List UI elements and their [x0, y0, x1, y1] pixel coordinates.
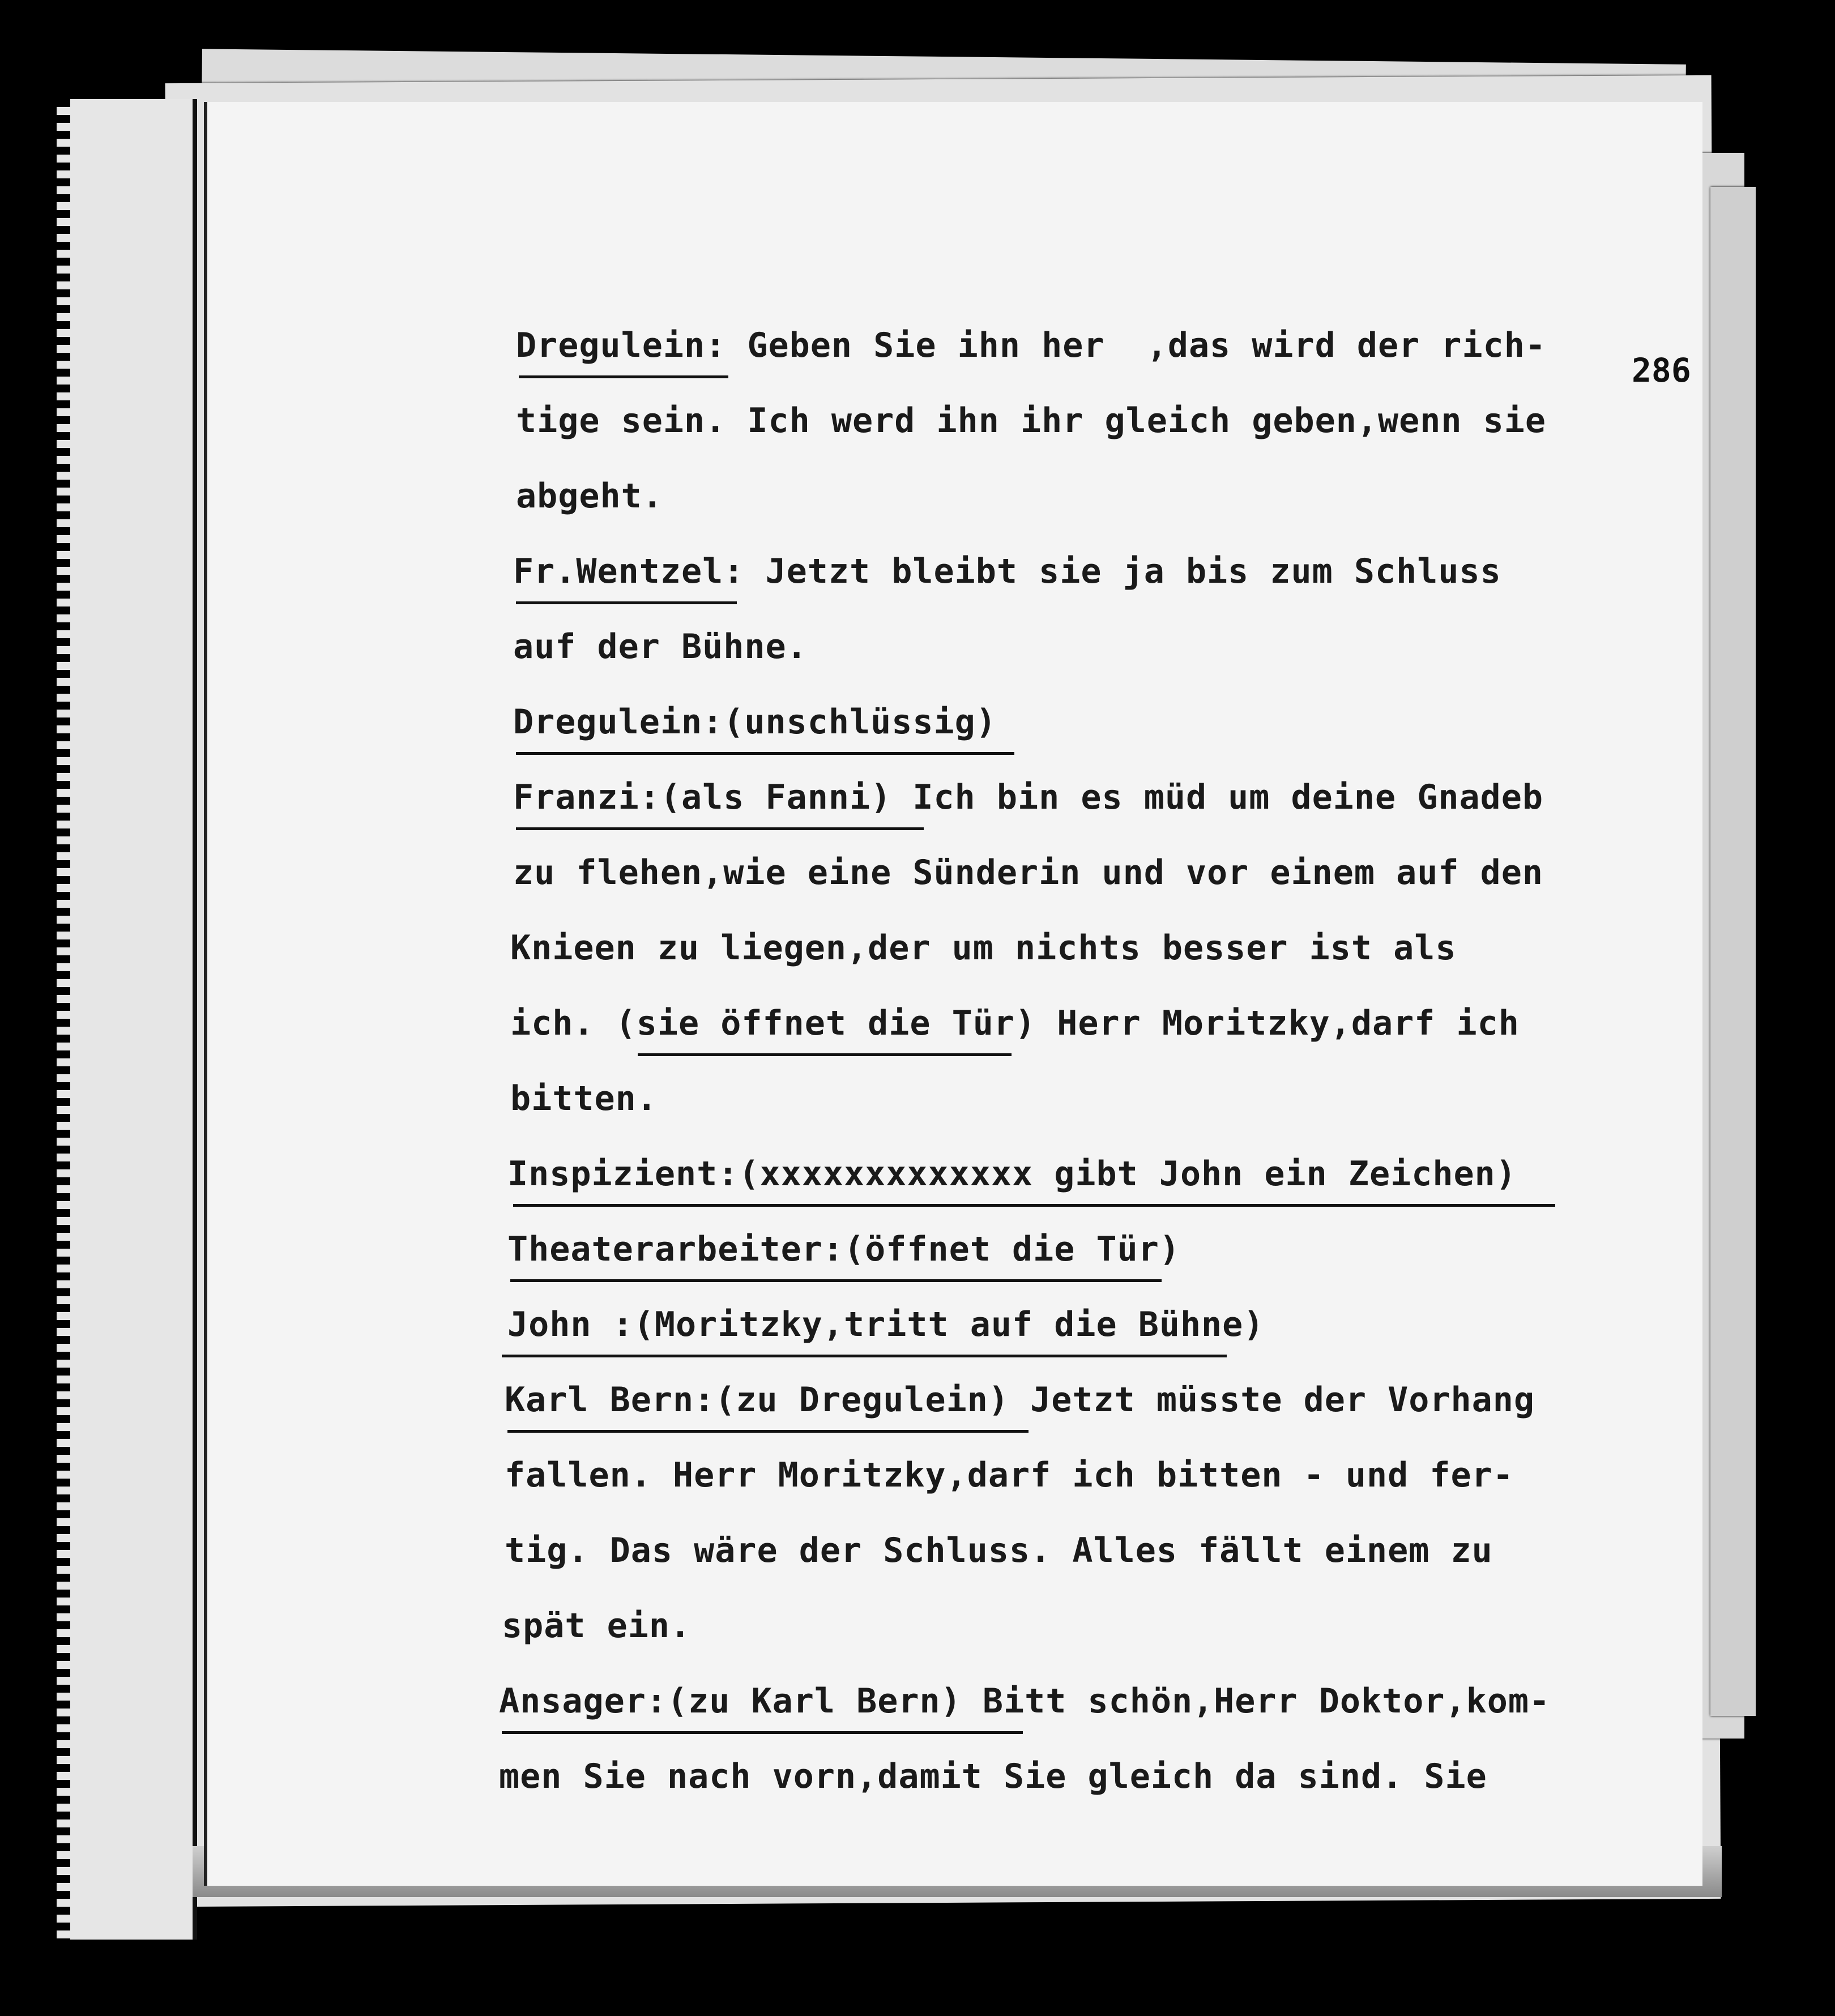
- perforated-edge: [57, 99, 70, 1940]
- text-line: Inspizient:(xxxxxxxxxxxxx gibt John ein Zeichen): [507, 1154, 1517, 1194]
- text-line: spät ein.: [502, 1606, 692, 1646]
- text-line: Dregulein:(unschlüssig): [513, 702, 997, 742]
- text-line: bitten.: [510, 1079, 658, 1118]
- text-line: Theaterarbeiter:(öffnet die Tür): [507, 1229, 1180, 1269]
- underline: [516, 752, 1014, 755]
- text-line: zu flehen,wie eine Sünderin und vor einem auf den: [513, 853, 1544, 892]
- text-line: fallen. Herr Moritzky,darf ich bitten - und fer-: [505, 1455, 1514, 1495]
- typewritten-page: [204, 102, 1702, 1886]
- text-line: abgeht.: [516, 476, 663, 516]
- text-line: John :(Moritzky,tritt auf die Bühne): [507, 1305, 1265, 1344]
- text-line: ich. (sie öffnet die Tür) Herr Moritzky,darf ich: [510, 1003, 1520, 1043]
- page-number: 286: [1632, 351, 1691, 390]
- text-line: Franzi:(als Fanni) Ich bin es müd um deine Gnadeb: [513, 778, 1544, 817]
- underline: [638, 1053, 1012, 1056]
- underline: [516, 601, 737, 604]
- binding-strip: [62, 99, 197, 1940]
- text-line: Ansager:(zu Karl Bern) Bitt schön,Herr Doktor,kom-: [499, 1681, 1551, 1721]
- text-line: Dregulein: Geben Sie ihn her ,das wird der rich-: [516, 326, 1547, 365]
- stacked-page-edge: [1710, 187, 1756, 1716]
- text-line: Karl Bern:(zu Dregulein) Jetzt müsste der Vorhang: [505, 1380, 1535, 1420]
- underline: [516, 827, 924, 830]
- underline: [513, 1204, 1555, 1207]
- text-line: Fr.Wentzel: Jetzt bleibt sie ja bis zum Schluss: [513, 552, 1501, 591]
- underline: [510, 1279, 1162, 1282]
- underline: [502, 1731, 1023, 1734]
- text-line: tige sein. Ich werd ihn ihr gleich geben,wenn sie: [516, 401, 1547, 441]
- text-line: men Sie nach vorn,damit Sie gleich da sind. Sie: [499, 1757, 1487, 1796]
- text-line: tig. Das wäre der Schluss. Alles fällt einem zu: [505, 1531, 1493, 1570]
- underline: [519, 375, 728, 378]
- text-line: Knieen zu liegen,der um nichts besser ist als: [510, 928, 1457, 968]
- text-line: auf der Bühne.: [513, 627, 808, 667]
- underline: [507, 1430, 1029, 1433]
- underline: [502, 1355, 1227, 1357]
